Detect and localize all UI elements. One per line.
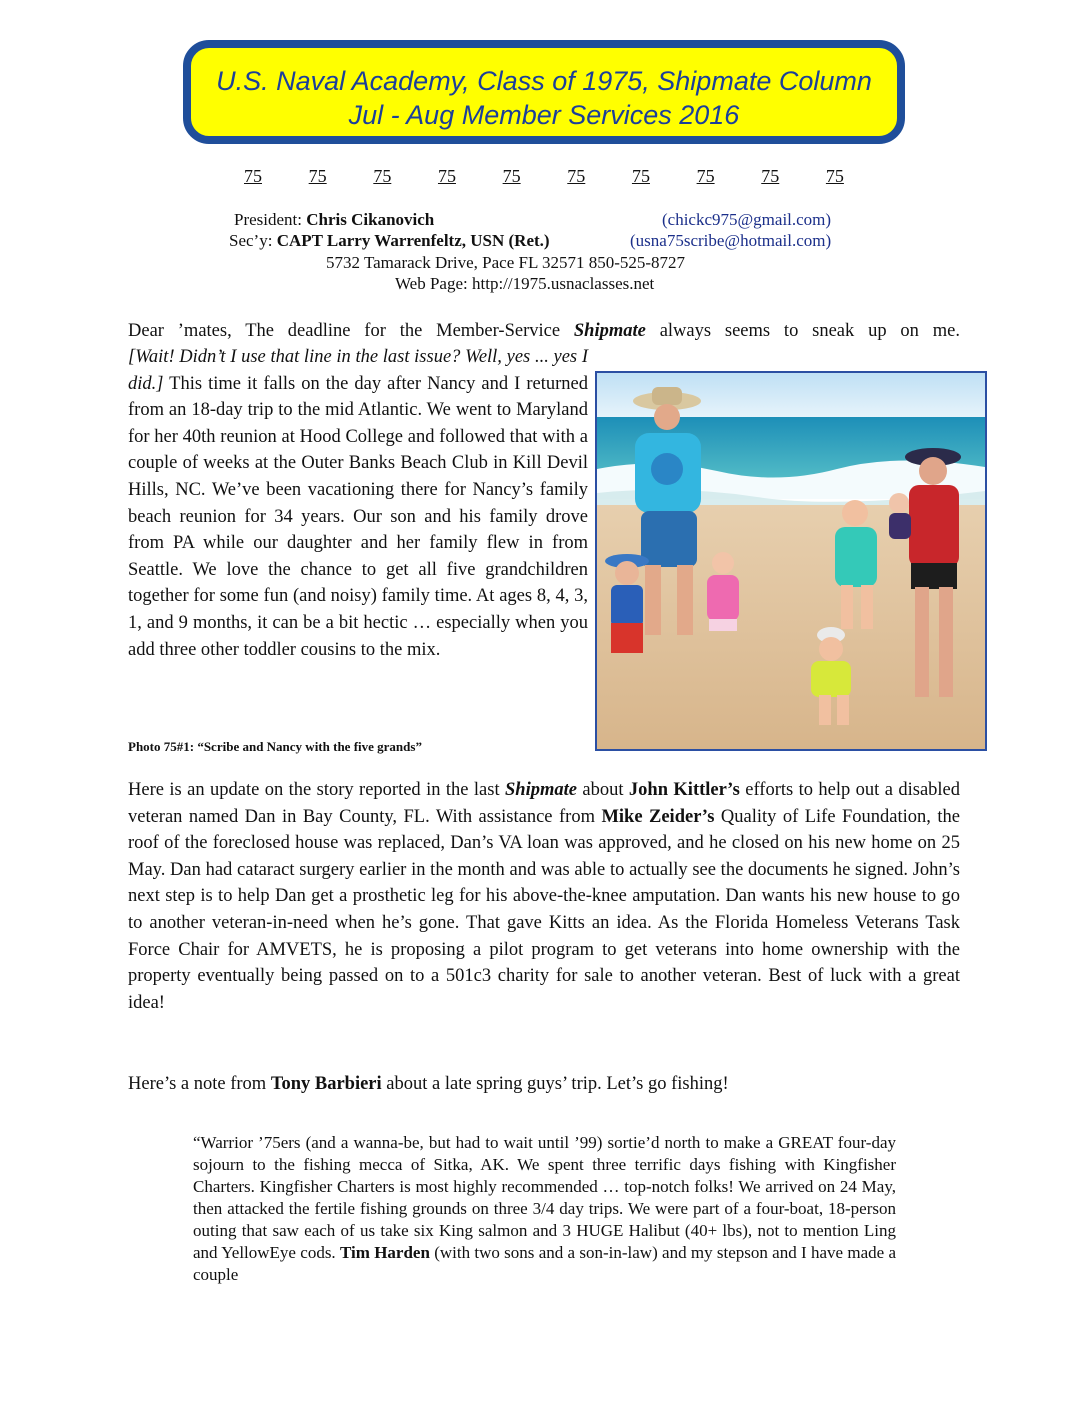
name-john-kittler: John Kittler’s bbox=[628, 780, 740, 800]
class-marks-row bbox=[244, 165, 844, 187]
president-name: Chris Cikanovich bbox=[306, 210, 435, 229]
mailing-address: 5732 Tamarack Drive, Pace FL 32571 850-525-8727 bbox=[326, 253, 686, 272]
web-page-link[interactable]: Web Page: http://1975.usnaclasses.net bbox=[395, 274, 655, 293]
barbieri-intro-paragraph: Here’s a note from Tony Barbieri about a late spring guys’ trip. Let’s go fishing! bbox=[128, 1074, 729, 1094]
class-mark: 75 bbox=[502, 166, 521, 186]
name-mike-zeider: Mike Zeider’s bbox=[601, 806, 715, 827]
class-mark: 75 bbox=[244, 166, 262, 186]
secretary-label: Sec’y: bbox=[229, 231, 277, 250]
intro-aside: [Wait! Didn’t I use that line in the last issue? Well, yes ... yes I did.] bbox=[128, 347, 588, 394]
class-mark: 75 bbox=[437, 166, 456, 186]
name-tony-barbieri: Tony Barbieri bbox=[270, 1074, 382, 1094]
banner-subtitle: Jul - Aug Member Services 2016 bbox=[348, 100, 740, 130]
fishing-trip-quote: “Warrior ’75ers (and a wanna-be, but had to wait until ’99) sortie’d north to make a GREAT four-day sojourn to the fishing mecca of Sitka, AK. We spent three terrific days fishing with Kingfisher Charters. Kingfisher Charters is most highly recommended … top-notch folks! We arrived on 24 May, then attacked the fertile fishing grounds on three 3/4 day trips. We were part of a four-boat, 18-person outing that saw each of us take six King salmon and 3 HUGE Halibut (40+ lbs), not to mention Ling and YellowEye cods. Tim Harden (with two sons and a son-in-law) and my stepson and I have made a couple bbox=[193, 1133, 897, 1284]
shipmate-title: Shipmate bbox=[505, 780, 577, 800]
class-mark: 75 bbox=[761, 166, 780, 186]
secretary-name: CAPT Larry Warrenfeltz, USN (Ret.) bbox=[276, 231, 550, 250]
class-mark: 75 bbox=[631, 166, 650, 186]
shipmate-title: Shipmate bbox=[573, 321, 646, 341]
kittler-update-paragraph: Here is an update on the story reported in the last Shipmate about John Kittler’s efforts to help out a disabled veteran named Dan in Bay County, FL. With assistance from Mike Zeider’s Quality of Life Foundation, the roof of the foreclosed house was replaced, Dan’s VA loan was approved, and he closed on his new home on 25 May. Dan had cataract surgery earlier in the month and was able to actually see the documents he signed. John’s next step is to help Dan get a prosthetic leg for his above-the-knee amputation. Dan wants his new house to go to another veteran-in-need when he’s gone. That gave Kitts an idea. As the Florida Homeless Veterans Task Force Chair for AMVETS, he is proposing a pilot program to get veterans into home ownership with the property eventually being passed on to a 501c3 charity for sale to another veteran. Best of luck with a great idea! bbox=[128, 780, 961, 1013]
intro-first-line: Dear ’mates, The deadline for the Member-Service Shipmate always seems to sneak up on me. bbox=[128, 321, 960, 341]
president-email[interactable]: (chickc975@gmail.com) bbox=[662, 210, 832, 229]
president-line bbox=[234, 209, 434, 230]
class-mark: 75 bbox=[373, 166, 392, 186]
banner-title: U.S. Naval Academy, Class of 1975, Shipmate Column bbox=[216, 66, 872, 96]
beach-family-photo bbox=[595, 371, 987, 751]
name-tim-harden: Tim Harden bbox=[339, 1243, 430, 1262]
title-banner bbox=[183, 40, 905, 144]
class-mark: 75 bbox=[825, 166, 844, 186]
photo-caption: Photo 75#1: “Scribe and Nancy with the five grands” bbox=[128, 739, 422, 754]
secretary-line bbox=[229, 230, 550, 251]
class-mark: 75 bbox=[308, 166, 327, 186]
class-mark: 75 bbox=[696, 166, 715, 186]
class-mark: 75 bbox=[567, 166, 586, 186]
secretary-email[interactable]: (usna75scribe@hotmail.com) bbox=[630, 231, 832, 250]
president-label: President: bbox=[234, 210, 307, 229]
intro-paragraph: [Wait! Didn’t I use that line in the last issue? Well, yes ... yes I did.] This time it falls on the day after Nancy and I returned from an 18-day trip to the mid Atlantic. We went to Maryland for her 40th reunion at Hood College and followed that with a couple of weeks at the Outer Banks Beach Club in Kill Devil Hills, NC. We’ve been vacationing there for Nancy’s family beach reunion for 34 years. Our son and his family drove from PA while our daughter and her family flew in from Seattle. We love the chance to get all five grandchildren together for some fun (and noisy) family time. At ages 8, 4, 3, 1, and 9 months, it can be a bit hectic … especially when you add three other toddler cousins to the mix. bbox=[128, 347, 588, 660]
